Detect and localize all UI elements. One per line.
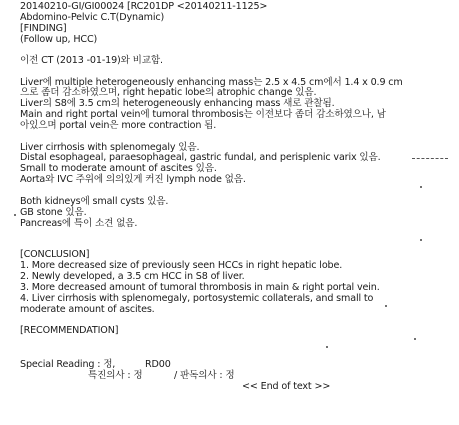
conclusion-list [20, 261, 452, 316]
recommendation-heading: [RECOMMENDATION] [20, 325, 119, 337]
scan-speck [326, 346, 328, 348]
conclusion-item: 4. Liver cirrhosis with splenomegaly, portosystemic collaterals, and small to [20, 293, 374, 305]
finding-line: Liver에 multiple heterogeneously enhancing mass는 2.5 x 4.5 cm에서 1.4 x 0.9 cm [20, 76, 403, 88]
findings-cirrhosis [20, 143, 452, 187]
finding-line: Distal esophageal, paraesophageal, gastric fundal, and perisplenic varix 있음. [20, 152, 381, 164]
finding-line: Both kidneys에 small cysts 있음. [20, 195, 169, 207]
conclusion-item: 1. More decreased size of previously seen HCCs in right hepatic lobe. [20, 260, 343, 272]
scan-speck [420, 186, 422, 188]
findings-liver-mass [20, 78, 452, 133]
conclusion-item: moderate amount of ascites. [20, 303, 155, 315]
follow-up-note: (Follow up, HCC) [20, 33, 98, 45]
conclusion-item: 3. More decreased amount of tumoral thrombosis in main & right portal vein. [20, 282, 380, 294]
finding-line: Small to moderate amount of ascites 있음. [20, 163, 217, 175]
signature-row [20, 360, 452, 371]
scan-speck [414, 338, 416, 340]
signature-names-row [20, 371, 452, 382]
comparison-line: 이전 CT (2013 -01-19)와 비교함. [20, 55, 163, 67]
exam-title: Abdomino-Pelvic C.T(Dynamic) [20, 11, 165, 23]
conclusion-heading: [CONCLUSION] [20, 249, 90, 261]
scan-speck [420, 239, 422, 241]
special-reading: Special Reading : 정, [20, 358, 116, 370]
reader-code: RD00 [145, 358, 171, 370]
finding-line: Liver의 S8에 3.5 cm의 heterogeneously enhancing mass 새로 관찰됨. [20, 98, 335, 110]
end-of-text-row [20, 382, 452, 393]
radiology-report [20, 2, 452, 393]
finding-line: Liver cirrhosis with splenomegaly 있음. [20, 141, 200, 153]
findings-other-organs [20, 197, 452, 230]
finding-line: GB stone 있음. [20, 206, 87, 218]
scan-speck [14, 214, 16, 216]
report-header-id: 20140210-GI/GI00024 [RC201DP <20140211-1125> [20, 1, 268, 12]
finding-line: Aorta와 IVC 주위에 의의있게 커진 lymph node 없음. [20, 174, 246, 186]
conclusion-item: 2. Newly developed, a 3.5 cm HCC in S8 of liver. [20, 271, 245, 283]
attending-physician: 특진의사 : 정 [88, 369, 143, 381]
reading-physician: / 판독의사 : 정 [174, 369, 235, 381]
finding-line: 아있으며 portal vein은 more contraction 됨. [20, 120, 217, 132]
finding-line: Pancreas에 특이 소견 없음. [20, 217, 138, 229]
scan-speck [385, 305, 387, 307]
finding-line: Main and right portal vein에 tumoral thrombosis는 이전보다 좀더 감소하였으나, 남 [20, 109, 386, 121]
end-of-text: << End of text >> [242, 380, 331, 392]
finding-heading: [FINDING] [20, 22, 67, 34]
scan-artifact [412, 158, 448, 159]
finding-line: 으로 좀더 감소하였으며, right hepatic lobe의 atrophic change 있음. [20, 87, 317, 99]
